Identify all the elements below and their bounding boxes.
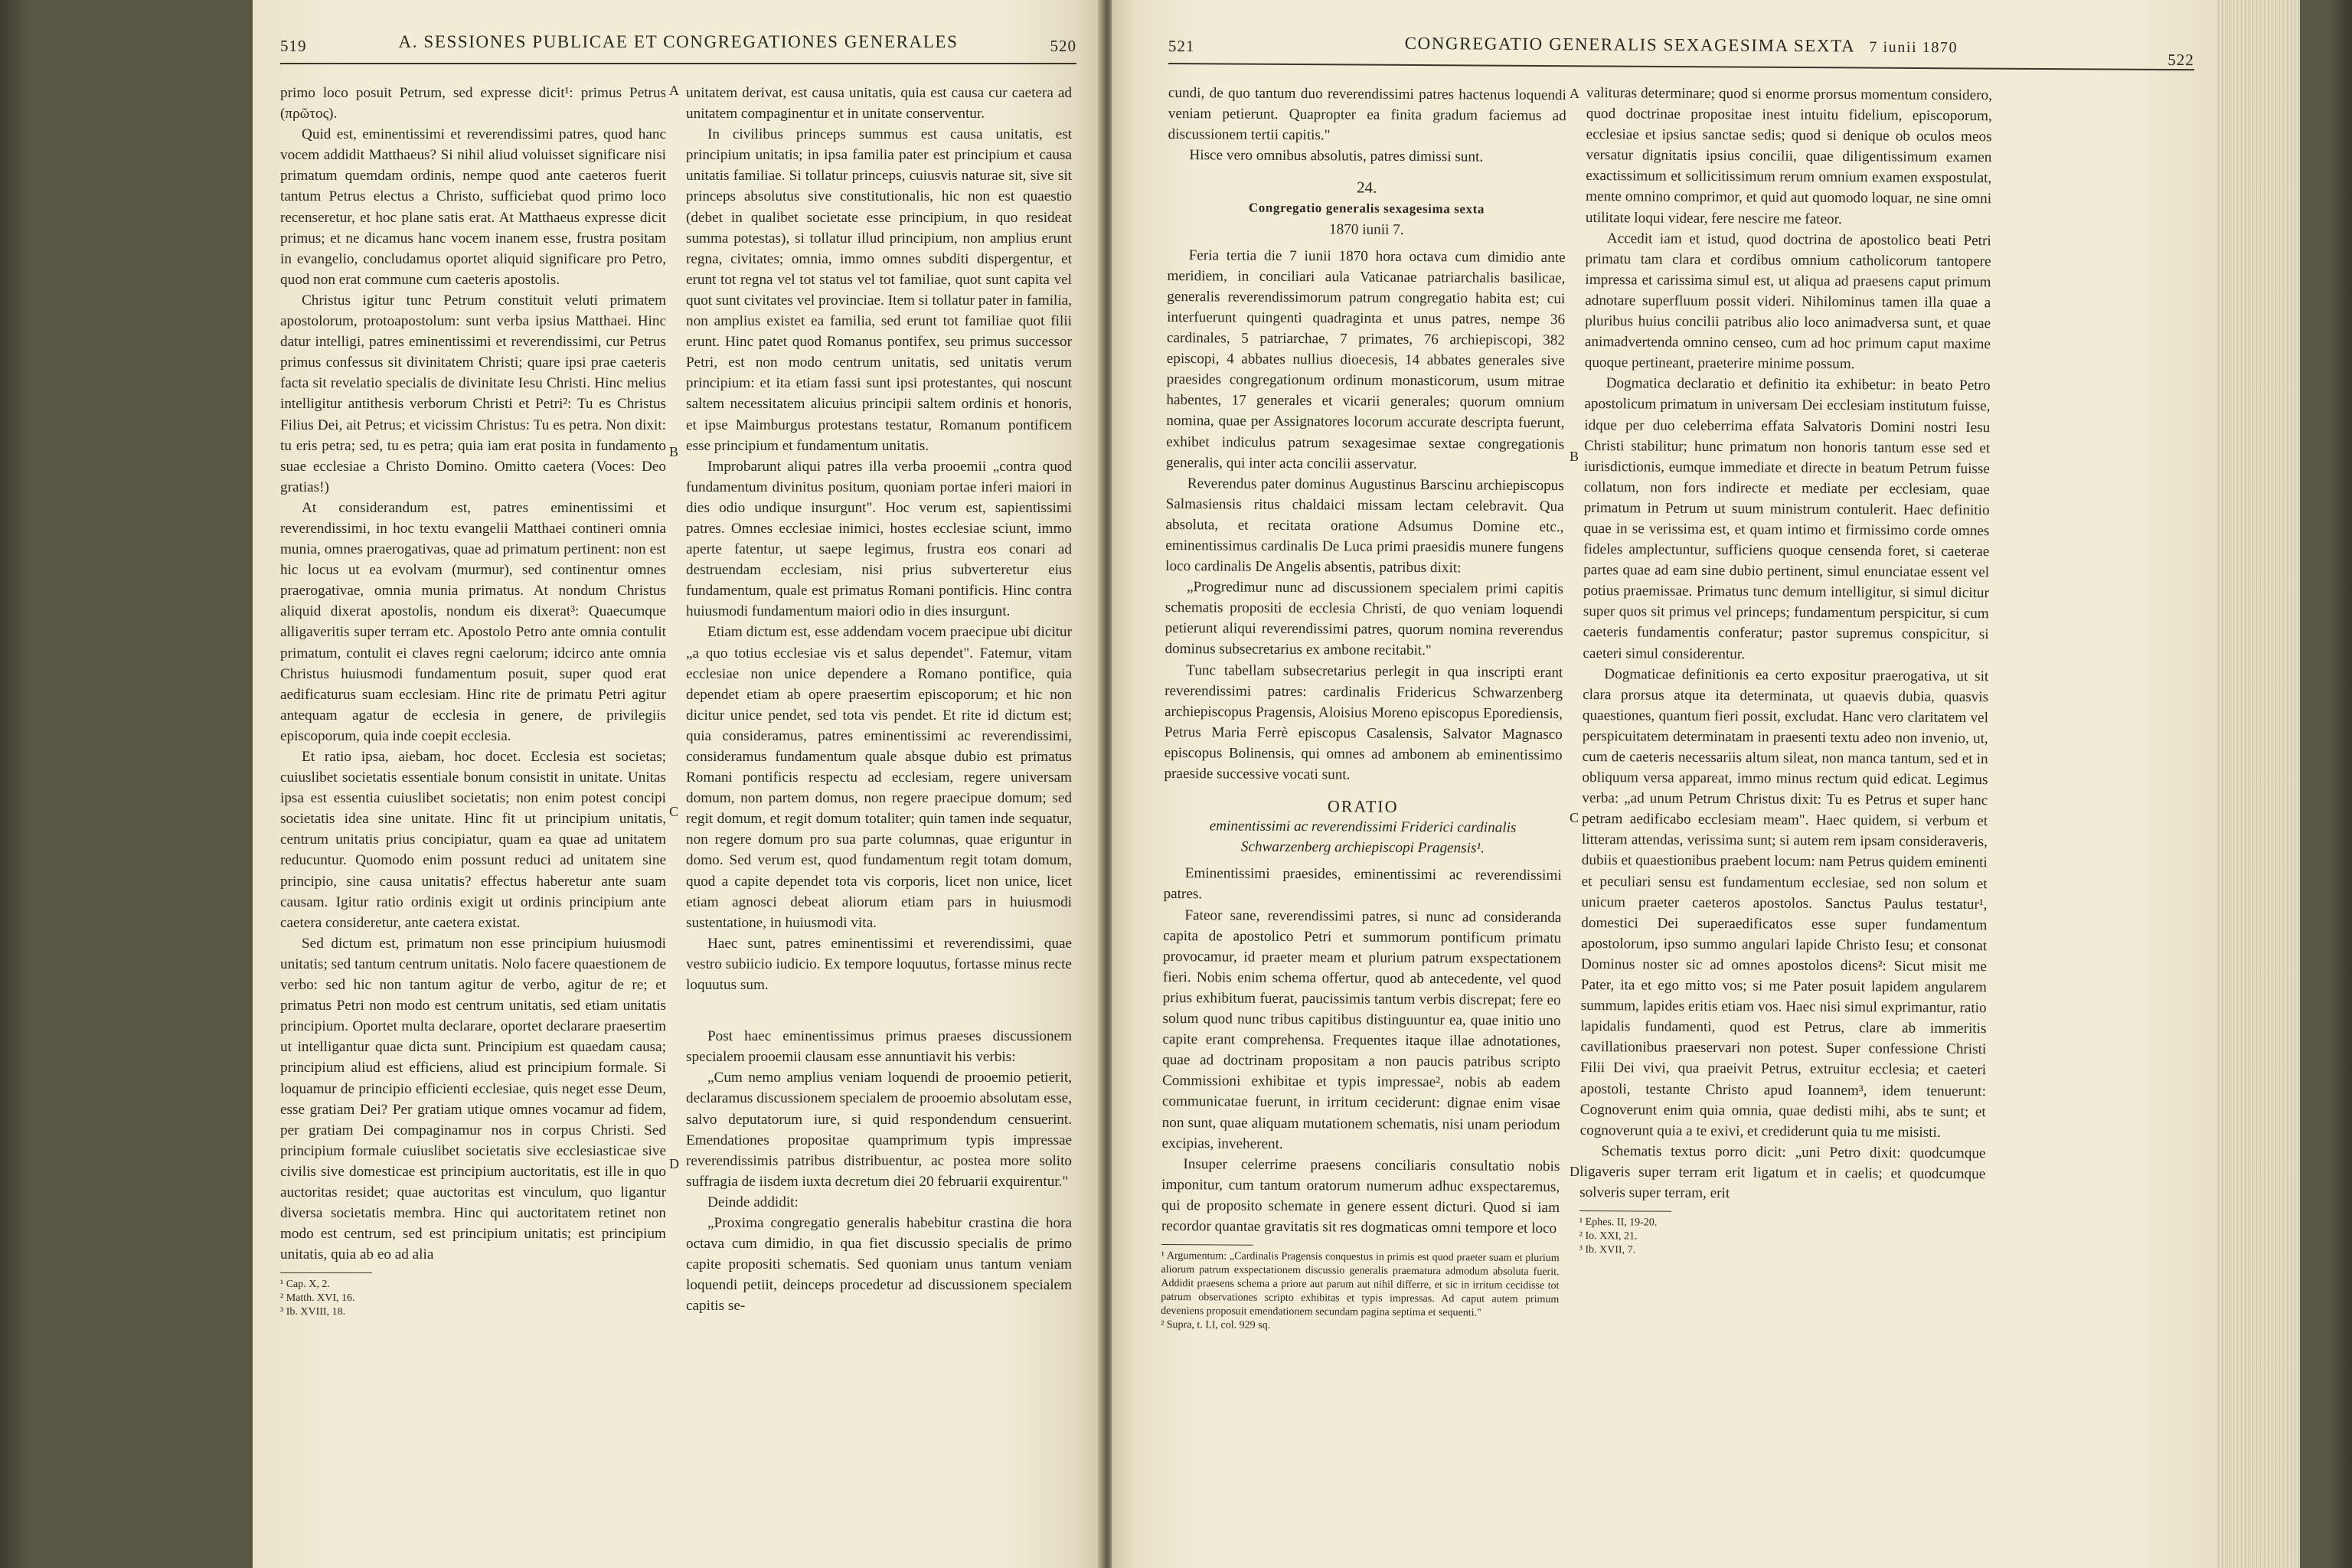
paragraph: Improbarunt aliqui patres illa verba prooemii „contra quod fundamentum divinitus positum, quoniam portae inferi maiori in dies odio undique insurgunt". Hoc verum est, sapientissimi patres. Omnes ecclesiae inimici, hostes ecclesiae sciunt, immo aperte fatentur, ut saepe legimus, frustra eos conari ad destruendam ecclesiam, nisi prius subverteretur eius fundamentum, quale est primatus Romani pontificis. Hinc contra huiusmodi fundamentum maiori odio in dies insurgunt.	[686, 458, 1072, 620]
paragraph: Etiam dictum est, esse addendam vocem praecipue ubi dicitur „a quo totius ecclesiae vis et salus dependet". Fatemur, vitam ecclesiae non unice dependere a Romano pontifice, quia dependet etiam ab opere praesertim episcoporum; et hic non dicitur unice pendet, sed tota vis pendet. Et rite id dictum est; quia consideramus, patres eminentissimi ac reverendissimi, consideramus fundamentum quale absque dubio est primatus Romani pontificis respectu ad ecclesiam, regere universam domum, non partem domus, non regere praecipue domum; sed regit domum, et regit domum totaliter; quin tamen inde sequatur, non regere domum pro sua parte columnas, quae eriguntur in domo. Sed verum est, quod fundamentum regit totam domum, quod a capite dependet tota vis corporis, licet non unice, licet etiam agnosci debeat aliorum etiam pars in huiusmodi sustentatione, in huiusmodi vita.	[686, 624, 1072, 931]
oratio-subtitle: eminentissimi ac reverendissimi Friderici cardinalis Schwarzenberg archiepiscopi Pragensis¹.	[1209, 818, 1517, 857]
paragraph: At considerandum est, patres eminentissimi et reverendissimi, in hoc textu evangelii Matthaei contineri omnia munia, omnes praerogativas, quae ad primatum pertinent: non est hic locus ut ea evolvam (murmur), sed continentur omnes praerogativae, omnia munia primatus. At nondum Christus aliquid dixerat apostolis, nondum eis dixerat³: Quaecumque alligaveritis super terram etc. Apostolo Petro ante omnia contulit primatum, contulit ei claves regni caelorum; idcirco ante omnia Christus huiusmodi fundamentum posuit, super quod erat aedificaturus suam ecclesiam. Hinc rite de primatu Petri agitur antequam agatur de ecclesia in genere, de privilegiis episcoporum, quia inde coepit ecclesia.	[280, 499, 666, 744]
oratio-title: ORATIO	[1327, 796, 1399, 816]
page-number-521: 521	[1168, 36, 1195, 56]
page-number-519: 519	[280, 37, 307, 55]
paragraph: primo loco posuit Petrum, sed expresse dicit¹: primus Petrus (πρῶτος).	[280, 85, 666, 122]
paragraph: Quid est, eminentissimi et reverendissimi patres, quod hanc vocem addidit Matthaeus? Si nihil aliud voluisset significare nisi primatum quemdam ordinis, nempe quod ante caeteros fuerit tantum Petrus electus a Christo, sufficiebat quod primo loco recenseretur, et hoc plane satis erat. At Matthaeus expresse dicit primus; et ne dicamus hanc vocem inanem esse, frustra positam in evangelio, concludamus oportet aliquid significare pro Petro, quod non erat commune cum caeteris apostolis.	[280, 126, 666, 288]
margin-marker-b: B	[669, 444, 679, 459]
paragraph: Schematis textus porro dicit: „uni Petro dixit: quodcumque ligaveris super terram erit ligatum et in caelis; et quodcumque solveris super terram, erit	[1579, 1142, 1986, 1202]
margin-marker-a: A	[1570, 86, 1579, 101]
paragraph: valituras determinare; quod si enorme prorsus momentum considero, quod doctrinae propositae inest intuitu fidelium, episcoporum, ecclesiae et ipsius sanctae sedis; quod si denique ob oculos meos versatur dignitatis ipsius concilii, quae diligentissimum examen exactissimum et sollicitissimum rerum omnium examen exspostulat, mente omnino comprimor, et quid aut quomodo loquar, ne sine omni utilitate loqui videar, fere nescire me fateor.	[1585, 84, 1992, 227]
margin-marker-c: C	[669, 804, 679, 819]
header-date: 7 iunii 1870	[1869, 38, 1958, 57]
section-number: 24.	[1356, 178, 1377, 198]
left-page-header	[280, 32, 1076, 60]
paragraph: Fateor sane, reverendissimi patres, si nunc ad consideranda capita de apostolico Petri et summorum pontificum primatu provocamur, id praeter meam et plurium patrum exspectationem fieri. Nobis enim schema offertur, quod ab antecedente, vel quod prius exhibitum fuerat, paucissimis tantum verbis discrepat; fere eo solum quod nunc tribus capitibus distinguuntur ea, quae initio uno capite erant comprehensa. Frequentes itaque illae adnotationes, quae ad doctrinam propositam a non paucis patribus scripto Commissioni exhibitae et typis impressae², nobis ab eadem communicatae fuerunt, in irritum ceciderunt: dignae enim visae non sunt, quae aliquam mutationem schematis, nisi unam periodum excipias, inveherent.	[1161, 906, 1562, 1152]
paragraph: Post haec eminentissimus primus praeses discussionem specialem prooemii clausam esse annuntiavit his verbis:	[686, 1028, 1072, 1066]
paragraph: Eminentissimi praesides, eminentissimi ac reverendissimi patres.	[1163, 865, 1562, 903]
paragraph: Dogmaticae definitionis ea certo expositur praerogativa, ut sit clara prorsus atque ita determinata, ut quaevis dubia, quasvis quaestiones, quantum fieri possit, excludat. Hanc vero claritatem vel perspicuitatem determinatam in praesenti textu adeo non invenio, ut, cum de caeteris necessariis altum sileat, non manca tantum, sed et in obliquum versa appareat, immo minus rectum quid edicat. Legimus verba: „ad unum Petrum Christus dixit: Tu es Petrus et super hanc petram aedificabo ecclesiam meam". Haec quidem, si verbum et litteram attendas, verissima sunt; si autem rem ipsam consideraveris, dubiis et quaestionibus praebent locum: nam Petrus quidem eminenti et peculiari sensu est fundamentum ecclesiae, sed non solum et unicum praeter caeteros apostolos. Sanctus Paulus testatur¹, domestici Dei superaedificatos esse super fundamentum apostolorum, ipso summo angulari lapide Christo Iesu; et consonat Dominus noster sic ad omnes apostolos dicens²: Sicut misit me Pater, ita et ego mitto vos; si me Pater posuit lapidem angularem summum, lapides eritis etiam vos. Haec nisi simul exprimantur, ratio lapidalis fundamenti, quod est Petrus, clare ab immeritis cavillationibus praeservari non potest. Super confessione Christi Filii Dei vivi, qua praeivit Petrus, extruitur ecclesia; et caeteri apostoli, testante Christo apud Ioannem³, idem tenuerunt: Cognoverunt enim quia omnia, quae dedisti mihi, abs te sunt; et cognoverunt quia a te exivi, et crediderunt quia tu me misisti.	[1579, 665, 1989, 1141]
running-title-left: A. SESSIONES PUBLICAE ET CONGREGATIONES GENERALES	[398, 32, 959, 51]
footnote: ² Matth. XVI, 16.	[280, 1292, 355, 1305]
footnote: ³ Ib. XVIII, 18.	[280, 1306, 346, 1318]
footnote: ¹ Argumentum: „Cardinalis Pragensis conquestus in primis est quod praeter suam et plurium aliorum patrum exspectationem discussio generalis praematura admodum absoluta fuerit. Addidit praesens schema a priore aut parum aut nihil differre, et sic in irritum cecidisse tot patrum observationes scripto exhibitas et typis impressas. Ad caput autem primum deveniens proposuit emendationem secundam pagina septima et sequenti."	[1161, 1250, 1560, 1319]
paragraph: Dogmatica declaratio et definitio ita exhibetur: in beato Petro apostolicum primatum in universam Dei ecclesiam institutum fuisse, idque per duo celeberrima effata Salvatoris Domini nostri Iesu Christi stabilitur; hunc primatum non honoris tantum esse sed et iurisdictionis, eumque immediate et directe in beatum Petrum fuisse collatum, non fors indirecte et mediate per ecclesiam, quae primatum in Petrum ut suum ministrum contulerit. Haec definitio quae in se verissima est, et quam intimo et firmissimo corde omnes fideles amplectuntur, sufficiens quoque censenda foret, si caeterae partes quae ad eam sine dubio pertinent, simul enunciatae essent vel potius praemissae. Primatus tunc demum intelligitur, si simul dicitur super quos sit primus vel princeps; fundamentum perspicitur, si cum caeteris fundamentis conferatur; pastor supremus conspicitur, si caeteri simul considerentur.	[1583, 375, 1991, 662]
paragraph: Tunc tabellam subsecretarius perlegit in qua inscripti erant reverendissimi patres: cardinalis Fridericus Schwarzenberg archiepiscopus Pragensis, Aloisius Moreno episcopus Eporediensis, Petrus Maria Ferrè episcopus Casalensis, Salvator Magnasco episcopus Bolinensis, qui omnes ad ambonem ab eminentissimo praeside successive vocati sunt.	[1164, 662, 1563, 783]
footnote: ³ Ib. XVII, 7.	[1579, 1244, 1636, 1256]
left-page	[253, 0, 1101, 1568]
paragraph: Sed dictum est, primatum non esse principium huiusmodi unitatis; sed tantum centrum unitatis. Nolo facere quaestionem de verbo: sed hic non tantum agitur de verbo, agitur de re; et primatus Petri non modo est centrum unitatis, sed etiam unitatis principium. Oportet multa declarare, oportet declarare praesertim ut intelligantur quae dicta sunt. Principium est quaedam causa; principium aliud est efficiens, aliud est principium formale. Si loquamur de principio efficienti ecclesiae, quis neget esse Deum, esse gratiam Dei? Per gratiam utique omnes vocamur ad fidem, per gratiam Dei compaginamur nos in corpus Christi. Sed principium formale cuiuslibet societatis sive ecclesiasticae sive civilis sive domesticae est principium auctoritatis, est ille in quo auctoritas residet; quae auctoritas est vinculum, quo ligantur diversa societatis membra. Hinc qui auctoritatem retinet non modo est centrum, sed est principium unitatis; est principium unitatis, quia ab eo ad alia	[280, 935, 666, 1263]
footnote-rule	[1579, 1210, 1671, 1212]
page-number-522: 522	[2167, 50, 2194, 70]
header-rule-left	[280, 63, 1076, 64]
footnote-rule	[280, 1272, 372, 1273]
paragraph: Feria tertia die 7 iunii 1870 hora octava cum dimidio ante meridiem, in conciliari aula Vaticanae patriarchalis basilicae, generalis reverendissimorum patrum congregatio habita est; cui interfuerunt quingenti quadraginta et unus patres, nempe 36 cardinales, 5 patriarchae, 7 primates, 76 archiepiscopi, 382 episcopi, 4 abbates nullius dioecesis, 14 abbates generales sive praesides congregationum ordinum monasticorum, usum mitrae habentes, 17 generales et vicarii generales; quorum omnium nomina, quae per Assignatores locorum accurate descripta fuerunt, exhibet indiculus patrum sexagesimae sextae congregationis generalis, qui inter acta concilii asservatur.	[1165, 247, 1566, 472]
margin-marker-d: D	[669, 1156, 679, 1171]
paragraph: „Proxima congregatio generalis habebitur crastina die hora octava cum dimidio, in qua fiet discussio specialis de primo capite propositi schematis. Sed quoniam unus tantum veniam loquendi petiit, deinceps procedetur ad discussionem specialem capitis se-	[686, 1214, 1072, 1315]
paragraph: cundi, de quo tantum duo reverendissimi patres hactenus loquendi veniam petierunt. Quapropter ea finita gradum faciemus ad discussionem tertii capitis."	[1168, 84, 1566, 144]
paragraph: Insuper celerrime praesens conciliaris consultatio nobis imponitur, cum tantum oratorum numerum adhuc exspectaremus, qui de proposito schemate in genere essent dicturi. Quod si iam recordor quantae gravitatis sit res dogmaticas omni tempore et loco	[1161, 1155, 1560, 1237]
margin-marker-d: D	[1570, 1164, 1579, 1179]
footnote: ¹ Ephes. II, 19-20.	[1579, 1217, 1658, 1229]
paragraph: Christus igitur tunc Petrum constituit veluti primatem apostolorum, protoapostolum: sunt verba ipsius Matthaei. Hinc datur intelligi, patres eminentissimi et reverendissimi, cur Petrus primus confessus sit divinitatem Christi; quare ipsi prae caeteris facta sit revelatio specialis de divinitate Iesu Christi. Hinc melius intelligitur antithesis verborum Christi et Petri²: Tu es Christus Filius Dei, ait Petrus; et vicissim Christus: Tu es petra. Non dixit: tu eris petra; sed, tu es petra; quia iam erat posita in fundamento suae ecclesiae a Christo Domino. Omitto caetera (Voces: Deo gratias!)	[280, 292, 666, 495]
margin-marker-c: C	[1570, 810, 1579, 825]
page-number-520: 520	[1050, 37, 1076, 55]
footnote: ² Supra, t. LI, col. 929 sq.	[1161, 1319, 1271, 1331]
paragraph: „Cum nemo amplius veniam loquendi de prooemio petierit, declaramus discussionem specialem de prooemio absolutam esse, salvo deputatorum iure, si quid respondendum censuerint. Emendationes propositae quamprimum typis impressae reverendissimis patribus distribuentur, ac postea more solito suffragia de iisdem iuxta decretum diei 20 februarii exquirentur."	[686, 1070, 1072, 1190]
page-edges	[2216, 0, 2300, 1568]
paragraph: Haec sunt, patres eminentissimi et reverendissimi, quae vestro subiicio iudicio. Ex tempore loquutus, fortasse minus recte loquutus sum.	[686, 935, 1072, 994]
column-519	[280, 83, 666, 1319]
column-522	[1579, 83, 1992, 1259]
paragraph: Accedit iam et istud, quod doctrina de apostolico beati Petri primatu tam clara et cordibus omnium catholicorum tantopere impressa et carissima simul est, ut aliqua ad praesens caput primum adnotare superfluum possit videri. Nihilominus tamen illa quae a pluribus huius concilii patribus alio loco animadversa sunt, et quae animadvertenda omnino censeo, cum ad hoc primum caput maxime quoque pertineant, praeterire minime possum.	[1584, 230, 1991, 373]
right-page	[1112, 0, 2216, 1568]
margin-marker-a: A	[669, 83, 679, 98]
column-521	[1161, 83, 1566, 1334]
paragraph: Et ratio ipsa, aiebam, hoc docet. Ecclesia est societas; cuiuslibet societatis essentiale bonum consistit in unitate. Unitas ipsa est essentia cuiuslibet societatis; non enim potest concipi societatis idea sine unitate. Hinc fit ut principium unitatis, centrum unitatis prius concipiatur, quam ea quae ad unitatem reducuntur. Quomodo enim possunt reduci ad unitatem sine principio, sine causa unitatis? effectus haberetur ante suam causam. Igitur ratio ordinis exigit ut ordinis principium ante caetera consideretur, ante caetera existat.	[280, 749, 666, 931]
column-520	[686, 83, 1072, 1316]
paragraph: unitatem derivat, est causa unitatis, quia est causa cur caetera ad unitatem compaginentur et in unitate conserventur.	[686, 85, 1072, 122]
paragraph: Hisce vero omnibus absolutis, patres dimissi sunt.	[1189, 147, 1484, 165]
paragraph: Deinde addidit:	[707, 1194, 799, 1210]
footnote: ² Io. XXI, 21.	[1579, 1230, 1638, 1243]
section-title: Congregatio generalis sexagesima sexta	[1248, 201, 1485, 217]
section-date: 1870 iunii 7.	[1328, 220, 1404, 238]
footnote: ¹ Cap. X, 2.	[280, 1279, 330, 1291]
paragraph: Reverendus pater dominus Augustinus Barscinu archiepiscopus Salmasiensis ritus chaldaici missam lectam celebravit. Qua absoluta, et recitata oratione Adsumus Domine etc., eminentissimus cardinalis De Luca primi praesidis munere fungens loco cardinalis De Angelis absentis, patribus dixit:	[1165, 475, 1564, 577]
footnote-rule	[1161, 1244, 1253, 1246]
right-page-header	[1168, 32, 2194, 70]
paragraph: „Progredimur nunc ad discussionem specialem primi capitis schematis propositi de ecclesia Christi, de quo veniam loquendi petierunt aliqui reverendissimi patres, quorum nomina reverendus dominus subsecretarius ex ambone recitabit."	[1165, 579, 1564, 659]
paragraph: In civilibus princeps summus est causa unitatis, est principium unitatis; in ipsa familia pater est principium et causa unitatis familiae. Si tollatur princeps, cuiusvis naturae sit, sive sit princeps absolutus sive constitutionalis, hic non est quaestio (debet in qualibet societate esse principium, in quo resideat summa potestas), si tollatur illud principium, non amplius erunt regna, civitates; omnia, immo omnes subditi dispergentur, et erunt tot regna vel tot status vel tot familiae, quot sunt capita vel quot sunt civitates vel provinciae. Item si tollatur pater in familia, non amplius existet ea familia, sed erunt tot familiae quot filii erunt. Hinc patet quod Romanus pontifex, seu primus successor Petri, est non modo centrum unitatis, sed unitatis verum principium: et ita etiam fassi sunt ipsi protestantes, qui noscunt saltem necessitatem alicuius principii saltem ordinis et honoris, et ipse Maimburgus protestans testatur, Romanum pontificem esse principium et fundamentum unitatis.	[686, 126, 1072, 454]
margin-marker-b: B	[1570, 449, 1579, 464]
running-title-right: CONGREGATIO GENERALIS SEXAGESIMA SEXTA 7 iunii 1870	[1404, 33, 1958, 57]
